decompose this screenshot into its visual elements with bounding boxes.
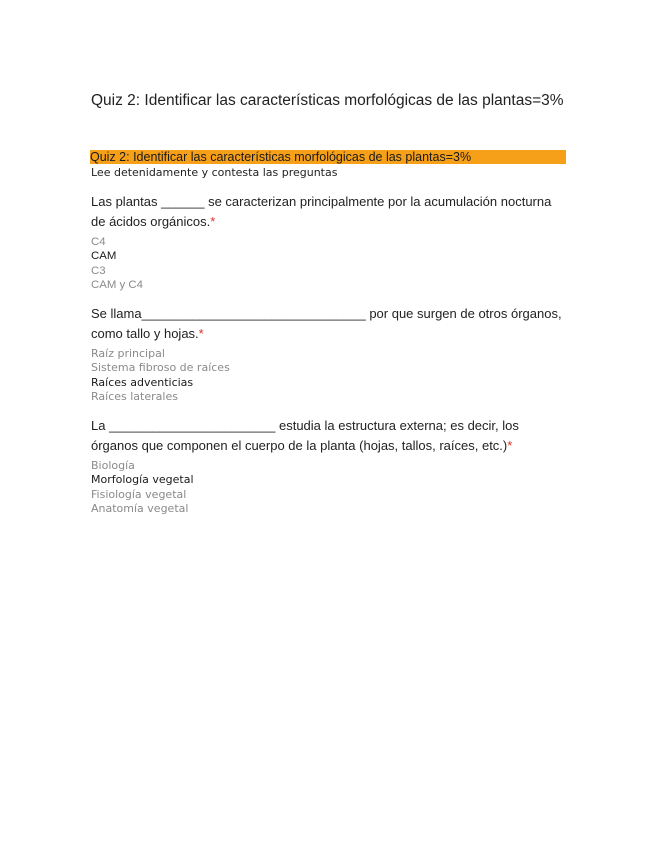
option-cam-y-c4[interactable]: CAM y C4	[91, 279, 143, 292]
question-2-options	[91, 347, 230, 405]
option-cam[interactable]: CAM	[91, 250, 117, 263]
question-1-text: Las plantas ______ se caracterizan principalmente por la acumulación nocturna de ácidos orgánicos.	[91, 194, 552, 229]
required-marker: *	[210, 213, 216, 229]
option-biologia[interactable]: Biología	[91, 459, 135, 472]
question-2-text: Se llama_______________________________ por que surgen de otros órganos, como tallo y hojas.	[91, 306, 562, 341]
option-fisiologia-vegetal[interactable]: Fisiología vegetal	[91, 487, 187, 501]
section-instructions: Lee detenidamente y contesta las preguntas	[91, 166, 338, 179]
page-title: Quiz 2: Identificar las características morfológicas de las plantas=3%	[91, 92, 564, 109]
option-anatomia-vegetal[interactable]: Anatomía vegetal	[91, 502, 189, 516]
option-sistema-fibroso[interactable]: Sistema fibroso de raíces	[91, 361, 230, 375]
question-2	[91, 304, 569, 343]
question-3-text: La _______________________ estudia la estructura externa; es decir, los órganos que componen el cuerpo de la planta (hojas, tallos, raíces, etc.)	[91, 418, 519, 453]
option-c3[interactable]: C3	[91, 264, 106, 277]
question-3-options	[91, 459, 194, 517]
option-c4[interactable]: C4	[91, 236, 106, 248]
option-raiz-principal[interactable]: Raíz principal	[91, 347, 165, 360]
question-1-options	[91, 235, 143, 293]
question-1	[91, 192, 569, 231]
required-marker: *	[507, 437, 513, 453]
option-raices-laterales[interactable]: Raíces laterales	[91, 390, 178, 404]
question-3	[91, 416, 569, 455]
option-raices-adventicias[interactable]: Raíces adventicias	[91, 375, 194, 389]
section-header: Quiz 2: Identificar las características morfológicas de las plantas=3%	[90, 150, 566, 164]
required-marker: *	[198, 325, 204, 341]
option-morfologia-vegetal[interactable]: Morfología vegetal	[91, 473, 194, 487]
